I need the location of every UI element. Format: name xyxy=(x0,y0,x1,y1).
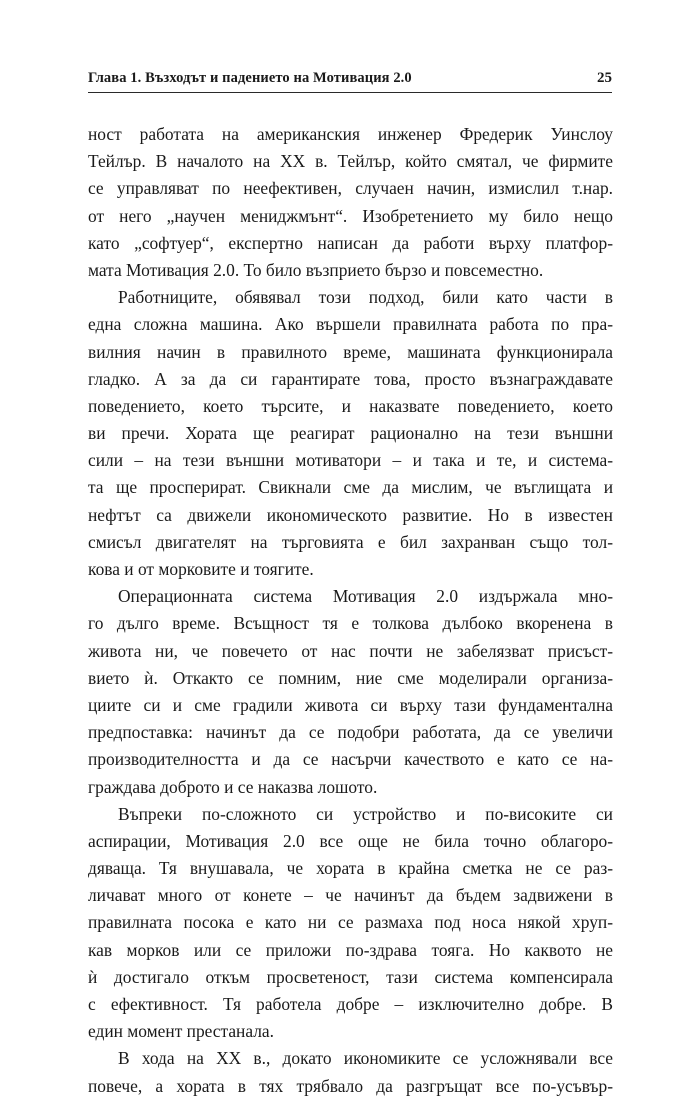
text-line: граждава доброто и се наказва лошото. xyxy=(88,776,378,797)
text-line: една сложна машина. Ако вършели правилната работа по пра- xyxy=(88,314,613,335)
chapter-title: Глава 1. Възходът и падението на Мотивация 2.0 xyxy=(88,70,412,86)
text-line: сили – на тези външни мотиватори – и така и те, и система- xyxy=(88,450,613,471)
text-line: ност работата на американския инженер Фредерик Уинслоу xyxy=(88,124,613,144)
text-line: един момент престанала. xyxy=(88,1021,274,1042)
text-line: нефтът са движели икономическото развитие. Но в известен xyxy=(88,504,613,525)
text-line: Тейлър. В началото на XX в. Тейлър, който смятал, че фирмите xyxy=(88,151,613,172)
text-line: смисъл двигателят на търговията е бил захранван също тол- xyxy=(88,531,613,552)
page-number: 25 xyxy=(597,70,612,86)
text-line: ви пречи. Хората ще реагират рационално на тези външни xyxy=(88,423,613,444)
text-line: от него „научен мениджмънт“. Изобретението му било нещо xyxy=(88,205,613,226)
text-line: аспирации, Мотивация 2.0 все още не била точно облагоро- xyxy=(88,830,613,851)
text-line: производителността и да се насърчи качеството е като се на- xyxy=(88,749,613,770)
running-header xyxy=(88,70,612,93)
text-line: гладко. А за да си гарантирате това, просто възнаграждавате xyxy=(88,368,613,389)
text-line: циите си и сме градили живота си върху тази фундаментална xyxy=(88,694,613,715)
text-line: кав морков или се приложи по-здрава тояга. Но каквото не xyxy=(88,939,613,960)
text-line: го дълго време. Всъщност тя е толкова дълбоко вкоренена в xyxy=(88,613,613,634)
text-line: предпоставка: начинът да се подобри работата, да се увеличи xyxy=(88,722,613,743)
text-line: се управляват по неефективен, случаен начин, измислил т.нар. xyxy=(88,178,613,199)
paragraph-first-line: Въпреки по-сложното си устройство и по-високите си xyxy=(118,803,613,824)
text-line: поведението, което търсите, и наказвате поведението, което xyxy=(88,395,613,416)
text-line: мата Мотивация 2.0. То било възприето бързо и повсеместно. xyxy=(88,259,544,280)
paragraph-first-line: Работниците, обявявал този подход, били като части в xyxy=(118,287,613,308)
text-line: дяваща. Тя внушавала, че хората в крайна сметка не се раз- xyxy=(88,858,613,879)
text-line: повече, а хората в тях трябвало да разгръщат все по-усъвър- xyxy=(88,1075,613,1096)
text-line: живота ни, че повечето от нас почти не забелязват присъст- xyxy=(88,640,613,661)
text-line: ѝ достигало откъм просветеност, тази система компенсирала xyxy=(88,966,613,987)
text-line: правилната посока е като ни се размаха под носа някой хруп- xyxy=(88,912,613,933)
text-line: с ефективност. Тя работела добре – изключително добре. В xyxy=(88,994,613,1014)
text-line: та ще просперират. Свикнали сме да мислим, че въглищата и xyxy=(88,477,613,498)
text-line: като „софтуер“, експертно написан да работи върху платфор- xyxy=(88,232,613,253)
text-line: личават много от конете – че начинът да бъдем задвижени в xyxy=(88,885,613,906)
text-line: вилния начин в правилното време, машината функционирала xyxy=(88,341,613,362)
text-line: вието ѝ. Откакто се помним, ние сме моделирали организа- xyxy=(88,667,613,688)
paragraph-first-line: Операционната система Мотивация 2.0 издържала мно- xyxy=(118,586,613,607)
text-line: кова и от морковите и тоягите. xyxy=(88,559,314,579)
body-text xyxy=(88,121,613,1100)
paragraph-first-line: В хода на XX в., докато икономиките се усложнявали все xyxy=(118,1048,613,1069)
